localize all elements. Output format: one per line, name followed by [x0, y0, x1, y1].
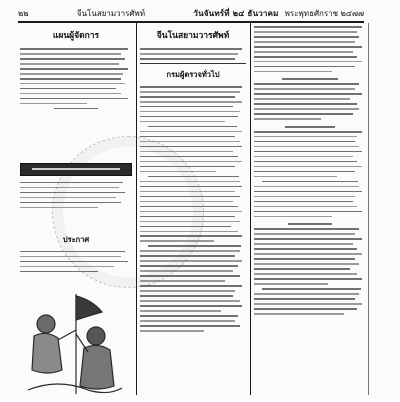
- col2-heading: จีนโนสยามวารศัพท์: [156, 31, 230, 41]
- column-rule-2: [250, 23, 251, 395]
- col1-subheading: ประกาศ: [62, 234, 90, 244]
- paper-title: จีนโนสยามวารศัพท์: [76, 8, 146, 18]
- column-3: [254, 26, 366, 396]
- col1-heading: แผนผู้จัดการ: [52, 31, 100, 41]
- header-rule: [18, 21, 364, 23]
- page-header: [18, 6, 364, 20]
- ornamental-title-bar: [20, 163, 132, 176]
- col2-subheading: กรมผู้ตรวจทั่วไป: [166, 69, 220, 79]
- column-2: [140, 26, 246, 396]
- right-margin-rule: [368, 23, 369, 395]
- illustration-two-figures-with-flag: [18, 290, 128, 398]
- page-number: ๒๒: [18, 8, 29, 18]
- issue-year: พระพุทธศักราช ๒๔๗๗: [284, 8, 364, 18]
- issue-date: วันจันทร์ที่ ๒๔ ธันวาคม: [193, 7, 279, 18]
